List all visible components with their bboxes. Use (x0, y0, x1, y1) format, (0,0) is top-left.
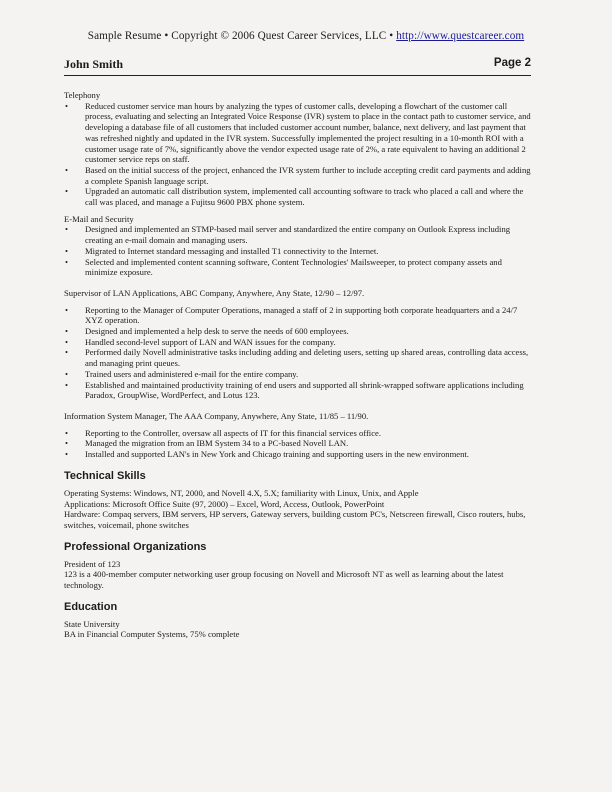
bullet-icon: • (65, 379, 69, 390)
bullet-icon: • (65, 336, 69, 347)
bullet-icon: • (65, 304, 69, 315)
skills-hardware: Hardware: Compaq servers, IBM servers, HP servers, Gateway servers, building custom PC's, Netscreen firewall, Cisco routers, hubs, switches, voicemail, phone switches (64, 509, 526, 530)
resume-body (64, 90, 534, 640)
copyright-header (0, 30, 612, 42)
degree: BA in Financial Computer Systems, 75% complete (64, 629, 240, 640)
telephony-list (64, 101, 534, 208)
list-item: • Designed and implemented a help desk to serve the needs of 600 employees. (65, 326, 349, 337)
list-item: • Upgraded an automatic call distribution system, implemented call accounting software to track who placed a call and where the call was placed, and manage a Fujitsu 9600 PBX phone system. (65, 186, 524, 208)
skills-applications: Applications: Microsoft Office Suite (97, 2000) – Excel, Word, Access, Outlook, PowerPoint (64, 498, 385, 509)
bullet-icon: • (65, 256, 69, 267)
bullet-icon: • (65, 224, 69, 235)
email-security-list (64, 224, 534, 278)
organization-description: 123 is a 400-member computer networking user group focusing on Novell and Microsoft NT as well as learning about the latest technology. (64, 569, 504, 591)
bullet-icon: • (65, 347, 69, 358)
lan-supervisor-list (64, 305, 534, 401)
bullet-icon: • (65, 326, 69, 337)
list-item: • Established and maintained productivity training of end users and supported all shrink-wrapped software applications including Paradox, GroupWise, WordPerfect, and Lotus 123. (65, 379, 524, 401)
list-item: • Managed the migration from an IBM System 34 to a PC-based Novell LAN. (65, 438, 349, 449)
bullet-icon: • (65, 449, 69, 460)
list-item: • Performed daily Novell administrative tasks including adding and deleting users, setting up shared areas, controlling data access, and managing print queues. (65, 347, 529, 369)
job-title-is-manager: Information System Manager, The AAA Company, Anywhere, Any State, 11/85 – 11/90. (64, 410, 369, 421)
list-item: • Migrated to Internet standard messaging and installed T1 connectivity to the Internet. (65, 245, 379, 256)
skills-operating-systems: Operating Systems: Windows, NT, 2000, and Novell 4.X, 5.X; familiarity with Linux, Unix, and Apple (64, 487, 419, 498)
list-item: • Designed and implemented an STMP-based mail server and standardized the entire company on Outlook Express including creating an e-mail domain and managing users. (65, 224, 511, 246)
bullet-icon: • (65, 368, 69, 379)
technical-skills-heading: Technical Skills (64, 469, 146, 482)
questcareer-link[interactable]: http://www.questcareer.com (396, 30, 525, 42)
list-item: • Reporting to the Manager of Computer Operations, managed a staff of 2 in supporting both corporate headquarters and a 24/7 XYZ operation. (65, 304, 518, 326)
education-heading: Education (64, 600, 118, 613)
list-item: • Installed and supported LAN's in New York and Chicago training and supporting users in the new environment. (65, 449, 469, 460)
list-item: • Reduced customer service man hours by analyzing the types of customer calls, developing a flowchart of the customer call process, evaluating and selecting an Integrated Voice Response (IVR) system to place in the contact path to customer service, and developing a database file of all customers that included customer account number, balance, next delivery, and last payment that was refreshed nightly and updated in the IVR system. Successfully implemented the project resulting in a 10-month ROI with a customer usage rate of 7%, significantly above the vendor expected usage rate of 2%, a rate equivalent to having an additional 2 customer service reps on staff. (65, 100, 531, 165)
bullet-icon: • (65, 186, 69, 197)
school-name: State University (64, 618, 120, 629)
bullet-icon: • (65, 100, 69, 111)
organization-name: President of 123 (64, 558, 121, 569)
copyright-text: Sample Resume • Copyright © 2006 Quest Career Services, LLC • (87, 30, 394, 42)
list-item: • Trained users and administered e-mail for the entire company. (65, 368, 299, 379)
bullet-icon: • (65, 245, 69, 256)
job-title-lan-supervisor: Supervisor of LAN Applications, ABC Company, Anywhere, Any State, 12/90 – 12/97. (64, 287, 365, 298)
telephony-title: Telephony (64, 90, 101, 100)
list-item: • Reporting to the Controller, oversaw all aspects of IT for this financial services office. (65, 427, 381, 438)
professional-organizations-heading: Professional Organizations (64, 540, 207, 553)
page-number: Page 2 (493, 57, 531, 69)
email-security-title: E-Mail and Security (64, 213, 134, 224)
bullet-icon: • (65, 427, 69, 438)
bullet-icon: • (65, 164, 69, 175)
list-item: • Handled second-level support of LAN and WAN issues for the company. (65, 336, 336, 347)
list-item: • Based on the initial success of the project, enhanced the IVR system further to include accepting credit card payments and adding a complete Spanish language script. (65, 164, 531, 186)
is-manager-list (64, 428, 534, 460)
candidate-name: John Smith (64, 57, 124, 71)
name-header (64, 57, 531, 76)
bullet-icon: • (65, 438, 69, 449)
list-item: • Selected and implemented content scanning software, Content Technologies' Mailsweeper, to protect company assets and minimize exposure. (65, 256, 502, 278)
